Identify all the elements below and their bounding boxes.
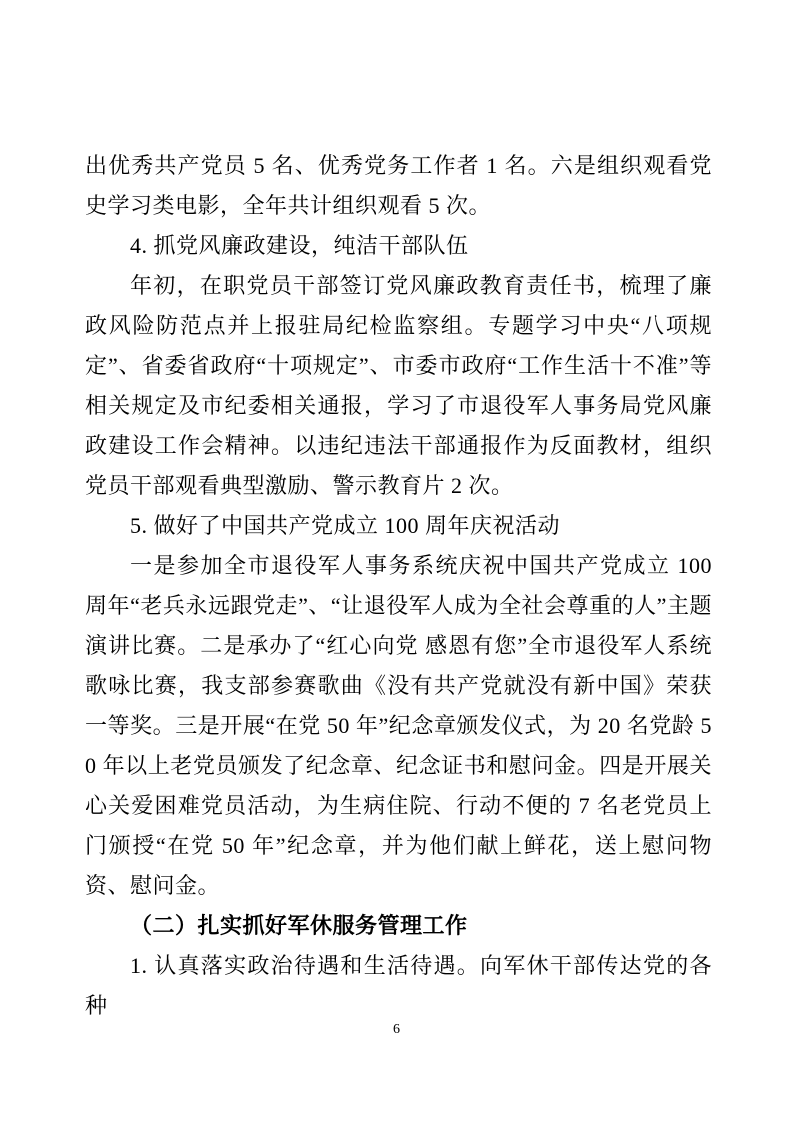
paragraph-continuation: 出优秀共产党员 5 名、优秀党务工作者 1 名。六是组织观看党史学习类电影，全年共计组织观看 5 次。 <box>85 153 712 218</box>
paragraph-body: 1. 认真落实政治待遇和生活待遇。向军休干部传达党的各种 <box>85 953 712 1018</box>
document-content <box>85 146 712 1026</box>
page-number: 6 <box>393 1022 400 1037</box>
paragraph-body: 年初，在职党员干部签订党风廉政教育责任书，梳理了廉政风险防范点并上报驻局纪检监察组。专题学习中央“八项规定”、省委省政府“十项规定”、市委市政府“工作生活十不准”等相关规定及市纪委相关通报，学习了市退役军人事务局党风廉政建设工作会精神。以违纪违法干部通报作为反面教材，组织党员干部观看典型激励、警示教育片 2 次。 <box>85 273 712 498</box>
numbered-subheading-5: 5. 做好了中国共产党成立 100 周年庆祝活动 <box>130 513 561 538</box>
paragraph-body: 一是参加全市退役军人事务系统庆祝中国共产党成立 100 周年“老兵永远跟党走”、“让退役军人成为全社会尊重的人”主题演讲比赛。二是承办了“红心向党 感恩有您”全市退役军人系统歌咏比赛，我支部参赛歌曲《没有共产党就没有新中国》荣获一等奖。三是开展“在党 50 年”纪念章颁发仪式，为 20 名党龄 50 年以上老党员颁发了纪念章、纪念证书和慰问金。四是开展关心关爱困难党员活动，为生病住院、行动不便的 7 名老党员上门颁授“在党 50 年”纪念章，并为他们献上鲜花，送上慰问物资、慰问金。 <box>85 553 712 898</box>
numbered-subheading-4: 4. 抓党风廉政建设，纯洁干部队伍 <box>130 233 469 258</box>
section-heading: （二）扎实抓好军休服务管理工作 <box>130 913 468 938</box>
page-footer <box>0 1020 793 1038</box>
